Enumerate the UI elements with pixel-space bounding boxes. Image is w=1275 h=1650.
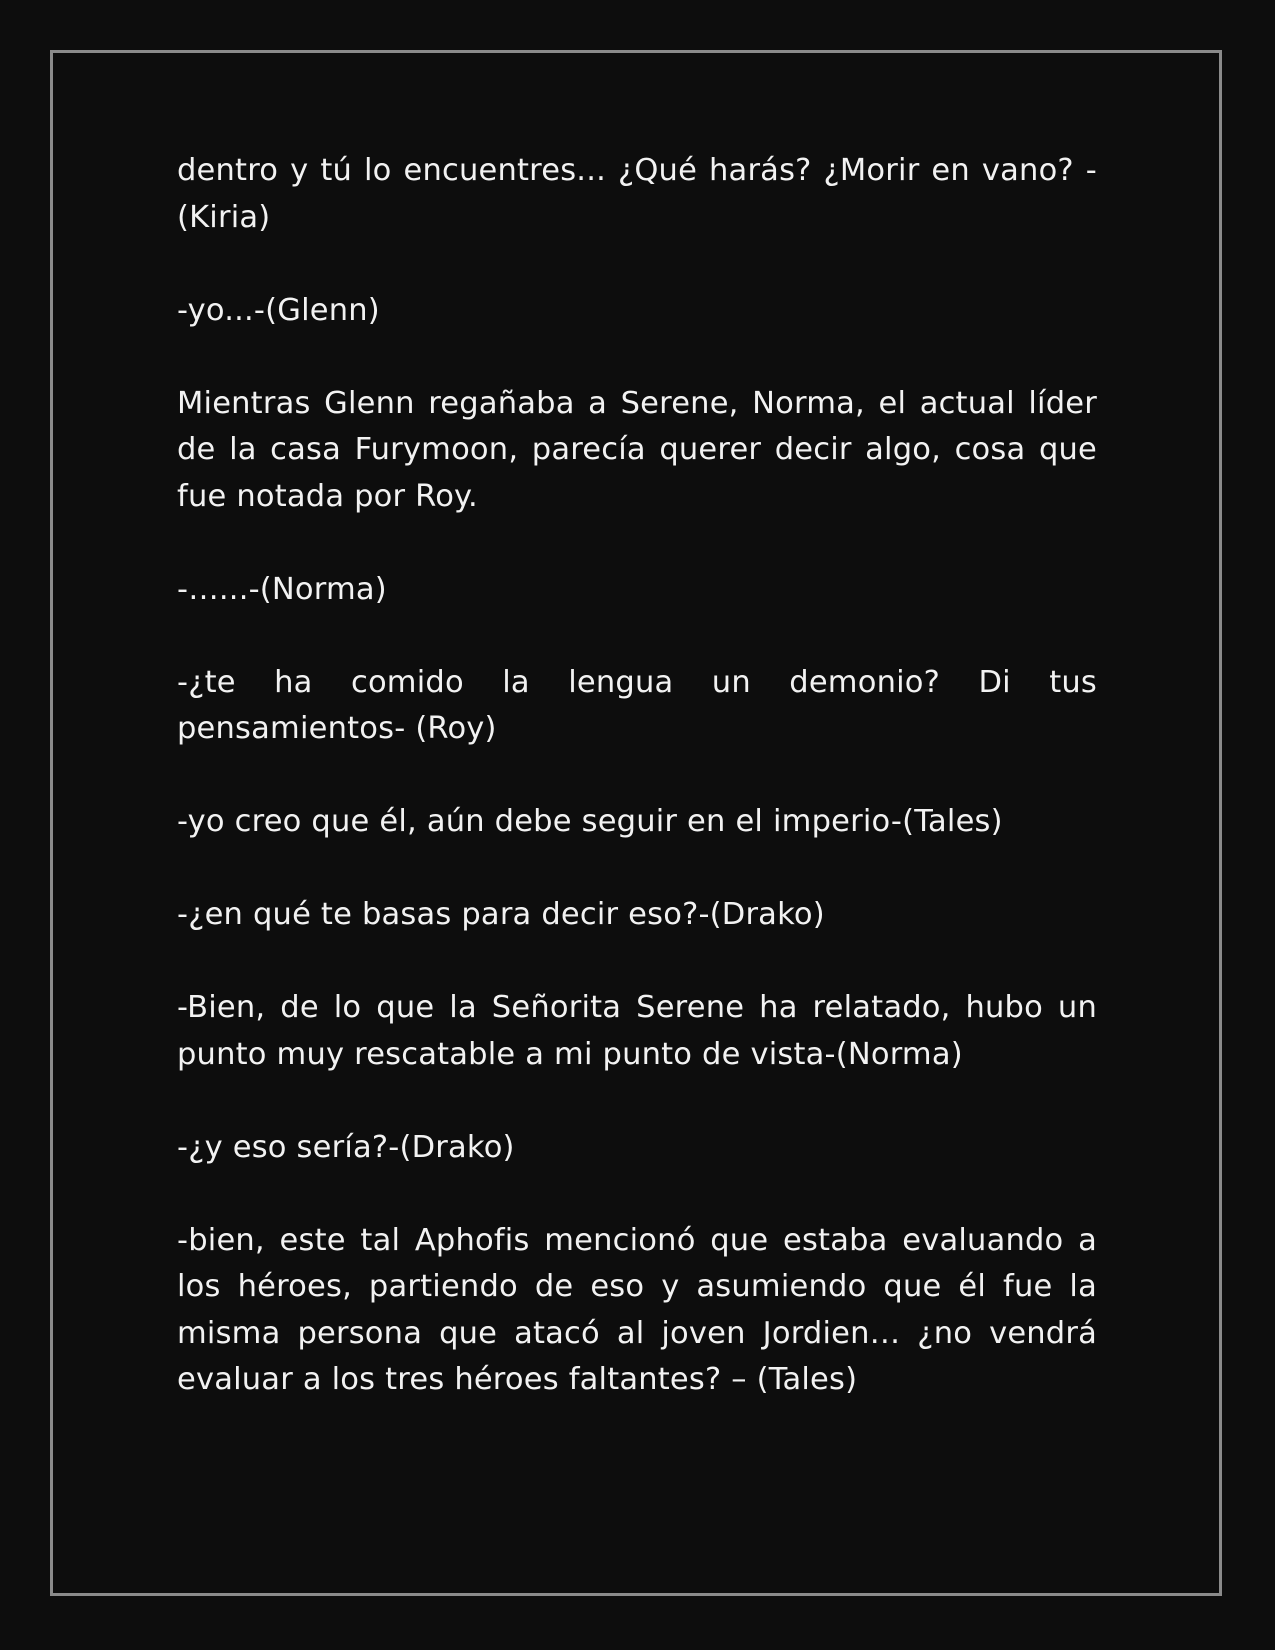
paragraph-kiria-question: dentro y tú lo encuentres... ¿Qué harás? ¿Morir en vano? - (Kiria) — [177, 153, 1097, 235]
paragraph-drako-question: -¿en qué te basas para decir eso?-(Drako) — [177, 897, 825, 932]
paragraph-glenn-reply: -yo...-(Glenn) — [177, 292, 380, 328]
paragraph-roy-question: -¿te ha comido la lengua un demonio? Di tus pensamientos- (Roy) — [177, 664, 1097, 746]
document-body — [177, 148, 1097, 1450]
paragraph-norma-point: -Bien, de lo que la Señorita Serene ha relatado, hubo un punto muy rescatable a mi punto de vista-(Norma) — [177, 990, 1097, 1072]
paragraph-drako-followup: -¿y eso sería?-(Drako) — [177, 1129, 515, 1165]
paragraph-tales-reasoning: -bien, este tal Aphofis mencionó que estaba evaluando a los héroes, partiendo de eso y asumiendo que él fue la misma persona que atacó al joven Jordien… ¿no vendrá evaluar a los tres héroes faltantes? – (Tales) — [177, 1222, 1097, 1397]
paragraph-narration-norma: Mientras Glenn regañaba a Serene, Norma, el actual líder de la casa Furymoon, parecía querer decir algo, cosa que fue notada por Roy. — [177, 385, 1097, 514]
paragraph-tales-opinion: -yo creo que él, aún debe seguir en el imperio-(Tales) — [177, 804, 1003, 839]
paragraph-norma-silence: -…...-(Norma) — [177, 571, 387, 607]
